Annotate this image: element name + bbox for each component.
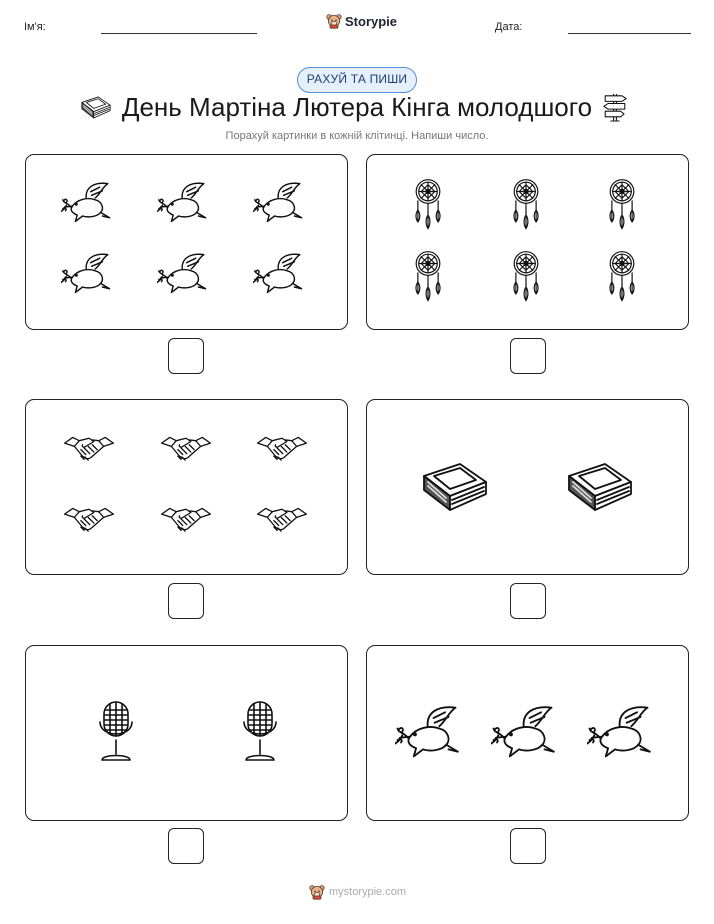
handshake-icon [160,501,212,537]
name-label: Ім'я: [24,21,46,33]
answer-box[interactable] [168,338,204,374]
dove-icon [491,703,561,761]
instructions: Порахуй картинки в кожній клітинці. Напиши число. [225,130,489,142]
handshake-icon [160,430,212,466]
dove-icon [157,251,211,296]
microphone-icon [96,698,136,766]
count-panel-microphones-2 [25,645,348,821]
count-panel-dreamcatchers-6 [366,154,689,330]
count-panel-books-2 [366,399,689,575]
dove-icon [587,703,657,761]
dove-icon [395,703,465,761]
dove-icon [157,180,211,225]
count-panel-handshakes-6 [25,399,348,575]
handshake-icon [63,501,115,537]
activity-badge: РАХУЙ ТА ПИШИ [297,67,417,93]
bear-icon [309,884,325,900]
date-label: Дата: [495,21,523,33]
signpost-icon [601,91,629,123]
storypie-logo [326,13,397,29]
answer-box[interactable] [168,828,204,864]
count-panel-doves-3 [366,645,689,821]
name-line[interactable] [101,33,257,34]
book-icon [565,460,635,512]
answer-box[interactable] [510,583,546,619]
handshake-icon [256,430,308,466]
handshake-icon [256,501,308,537]
count-panel-doves-6 [25,154,348,330]
date-line[interactable] [568,33,691,34]
dove-icon [61,180,115,225]
dreamcatcher-icon [605,250,639,304]
bear-icon [326,13,342,29]
dove-icon [61,251,115,296]
dreamcatcher-icon [509,250,543,304]
handshake-icon [63,430,115,466]
dreamcatcher-icon [509,178,543,232]
footer-url[interactable]: mystorypie.com [329,886,407,898]
answer-box[interactable] [510,338,546,374]
brand-name: Storypie [345,13,398,29]
microphone-icon [240,698,280,766]
footer [309,884,406,900]
book-icon [420,460,490,512]
dreamcatcher-icon [411,250,445,304]
dreamcatcher-icon [605,178,639,232]
dove-icon [253,251,307,296]
answer-box[interactable] [168,583,204,619]
dove-icon [253,180,307,225]
answer-box[interactable] [510,828,546,864]
dreamcatcher-icon [411,178,445,232]
page-title: День Мартіна Лютера Кінга молодшого [121,92,593,122]
